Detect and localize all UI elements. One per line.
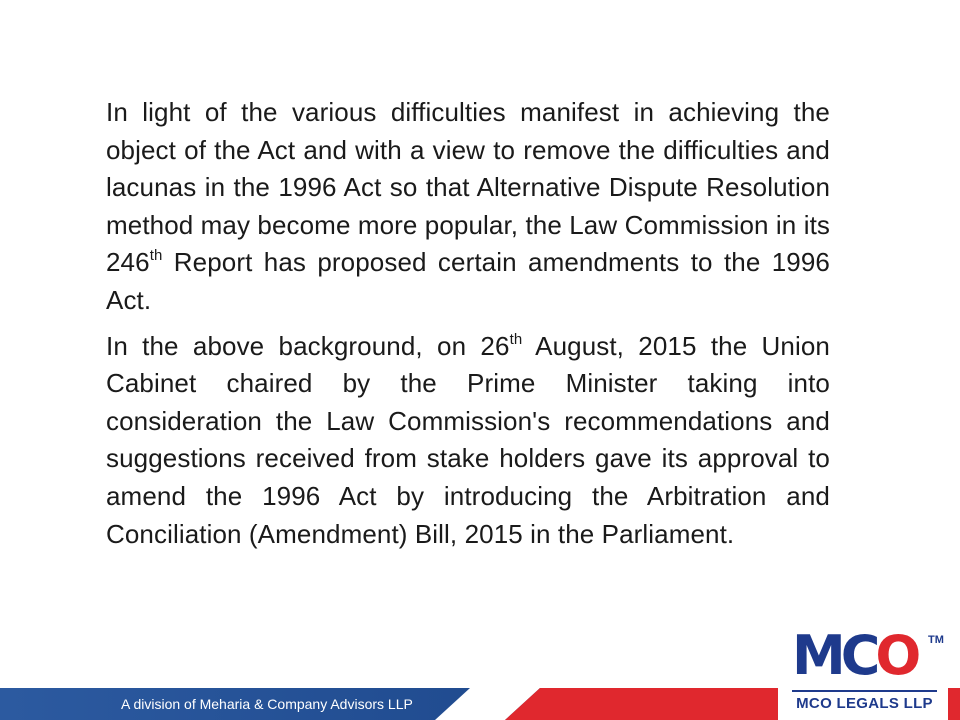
logo-company-name: MCO LEGALS LLP [796, 695, 933, 712]
paragraph2-text-end: August, 2015 the Union Cabinet chaired by the Prime Minister taking into consideration the Law Commission's recommendations and suggestions received from stake holders gave its approval to amend the 1996 Act by introducing the Arbitration and Conciliation (Amendment) Bill, 2015 in the Parliament. [106, 330, 830, 549]
slide-body-text [106, 94, 830, 553]
paragraph2-text-start: In the above background, on 26 [106, 330, 510, 361]
paragraph1-text-start: In light of the various difficulties manifest in achieving the object of the Act and with a view to remove the difficulties and lacunas in the 1996 Act so that Alternative Dispute Resolution method may become more popular, the Law Commission in its 246 [106, 97, 830, 278]
logo-letter-m: M [792, 624, 841, 687]
trademark-symbol: TM [928, 634, 944, 646]
ordinal-suffix: th [149, 247, 163, 265]
paragraph1-text-end: Report has proposed certain amendments to the 1996 Act. [106, 247, 830, 315]
logo-letter-c: C [840, 624, 876, 687]
logo-letter-o: O [875, 624, 917, 687]
logo-divider [792, 690, 937, 692]
paragraph-union-cabinet [106, 328, 830, 554]
paragraph-law-commission [106, 94, 830, 320]
ordinal-suffix: th [509, 330, 523, 348]
logo-mark [792, 624, 917, 687]
company-logo [778, 626, 948, 720]
footer-tagline: A division of Meharia & Company Advisors LLP [121, 696, 413, 712]
